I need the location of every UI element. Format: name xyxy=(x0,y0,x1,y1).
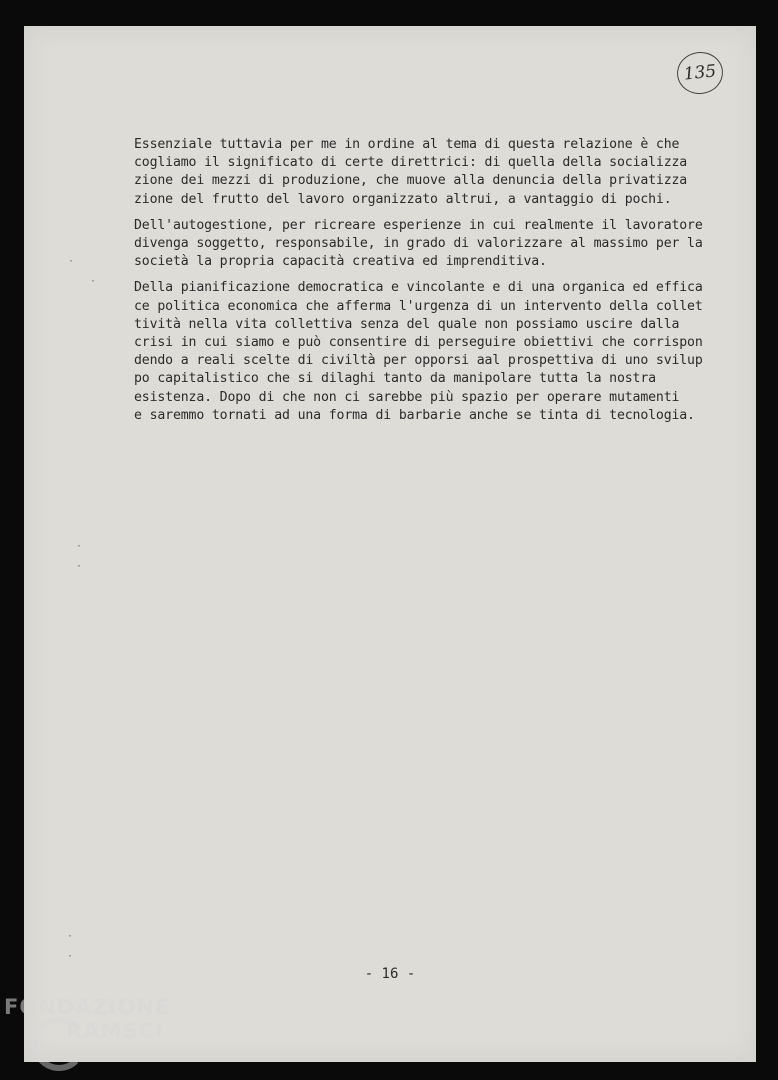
punch-mark: · xyxy=(76,561,83,572)
punch-mark: · xyxy=(90,276,97,287)
text-line: e saremmo tornati ad una forma di barbarie anche se tinta di tecnologia. xyxy=(134,407,695,423)
text-line: Essenziale tuttavia per me in ordine al tema di questa relazione è che xyxy=(134,137,680,152)
text-line: zione del frutto del lavoro organizzato altrui, a vantaggio di pochi. xyxy=(134,191,672,207)
document-page xyxy=(24,26,756,1062)
fondazione-gramsci-watermark xyxy=(4,995,204,1075)
paragraph-3 xyxy=(134,279,703,425)
text-line: esistenza. Dopo di che non ci sarebbe più spazio per operare mutamenti xyxy=(134,389,680,405)
punch-mark: · xyxy=(76,541,83,552)
text-line: po capitalistico che si dilaghi tanto da manipolare tutta la nostra xyxy=(134,371,656,387)
text-line: Dell'autogestione, per ricreare esperienze in cui realmente il lavoratore xyxy=(134,217,703,233)
punch-mark: · xyxy=(68,256,75,267)
watermark-line2: RAMSCI xyxy=(66,1019,164,1043)
text-line: divenga soggetto, responsabile, in grado di valorizzare al massimo per la xyxy=(134,236,703,252)
punch-mark: · xyxy=(67,931,74,942)
text-line: zione dei mezzi di produzione, che muove alla denuncia della privatizza xyxy=(134,173,688,189)
text-line: crisi in cui siamo e può consentire di perseguire obiettivi che corrispon xyxy=(134,335,703,351)
page-number: - 16 - xyxy=(364,966,416,982)
text-line: società la propria capacità creativa ed imprenditiva. xyxy=(134,254,547,270)
text-line: cogliamo il significato di certe direttrici: di quella della socializza xyxy=(134,155,688,171)
body-text xyxy=(134,136,703,433)
paragraph-1 xyxy=(134,136,694,209)
paragraph-2 xyxy=(134,217,703,272)
watermark-suffix: onlus xyxy=(162,1049,189,1060)
punch-mark: · xyxy=(67,951,74,962)
text-line: Della pianificazione democratica e vincolante e di una organica ed effica xyxy=(134,280,703,296)
folio-stamp: 135 xyxy=(675,50,725,97)
text-line: dendo a reali scelte di civiltà per opporsi aal prospettiva di uno svilup xyxy=(134,353,703,369)
text-line: tività nella vita collettiva senza del quale non possiamo uscire dalla xyxy=(134,316,680,332)
text-line: ce politica economica che afferma l'urgenza di un intervento della collet xyxy=(134,298,703,314)
watermark-line1: FONDAZIONE xyxy=(4,995,171,1019)
